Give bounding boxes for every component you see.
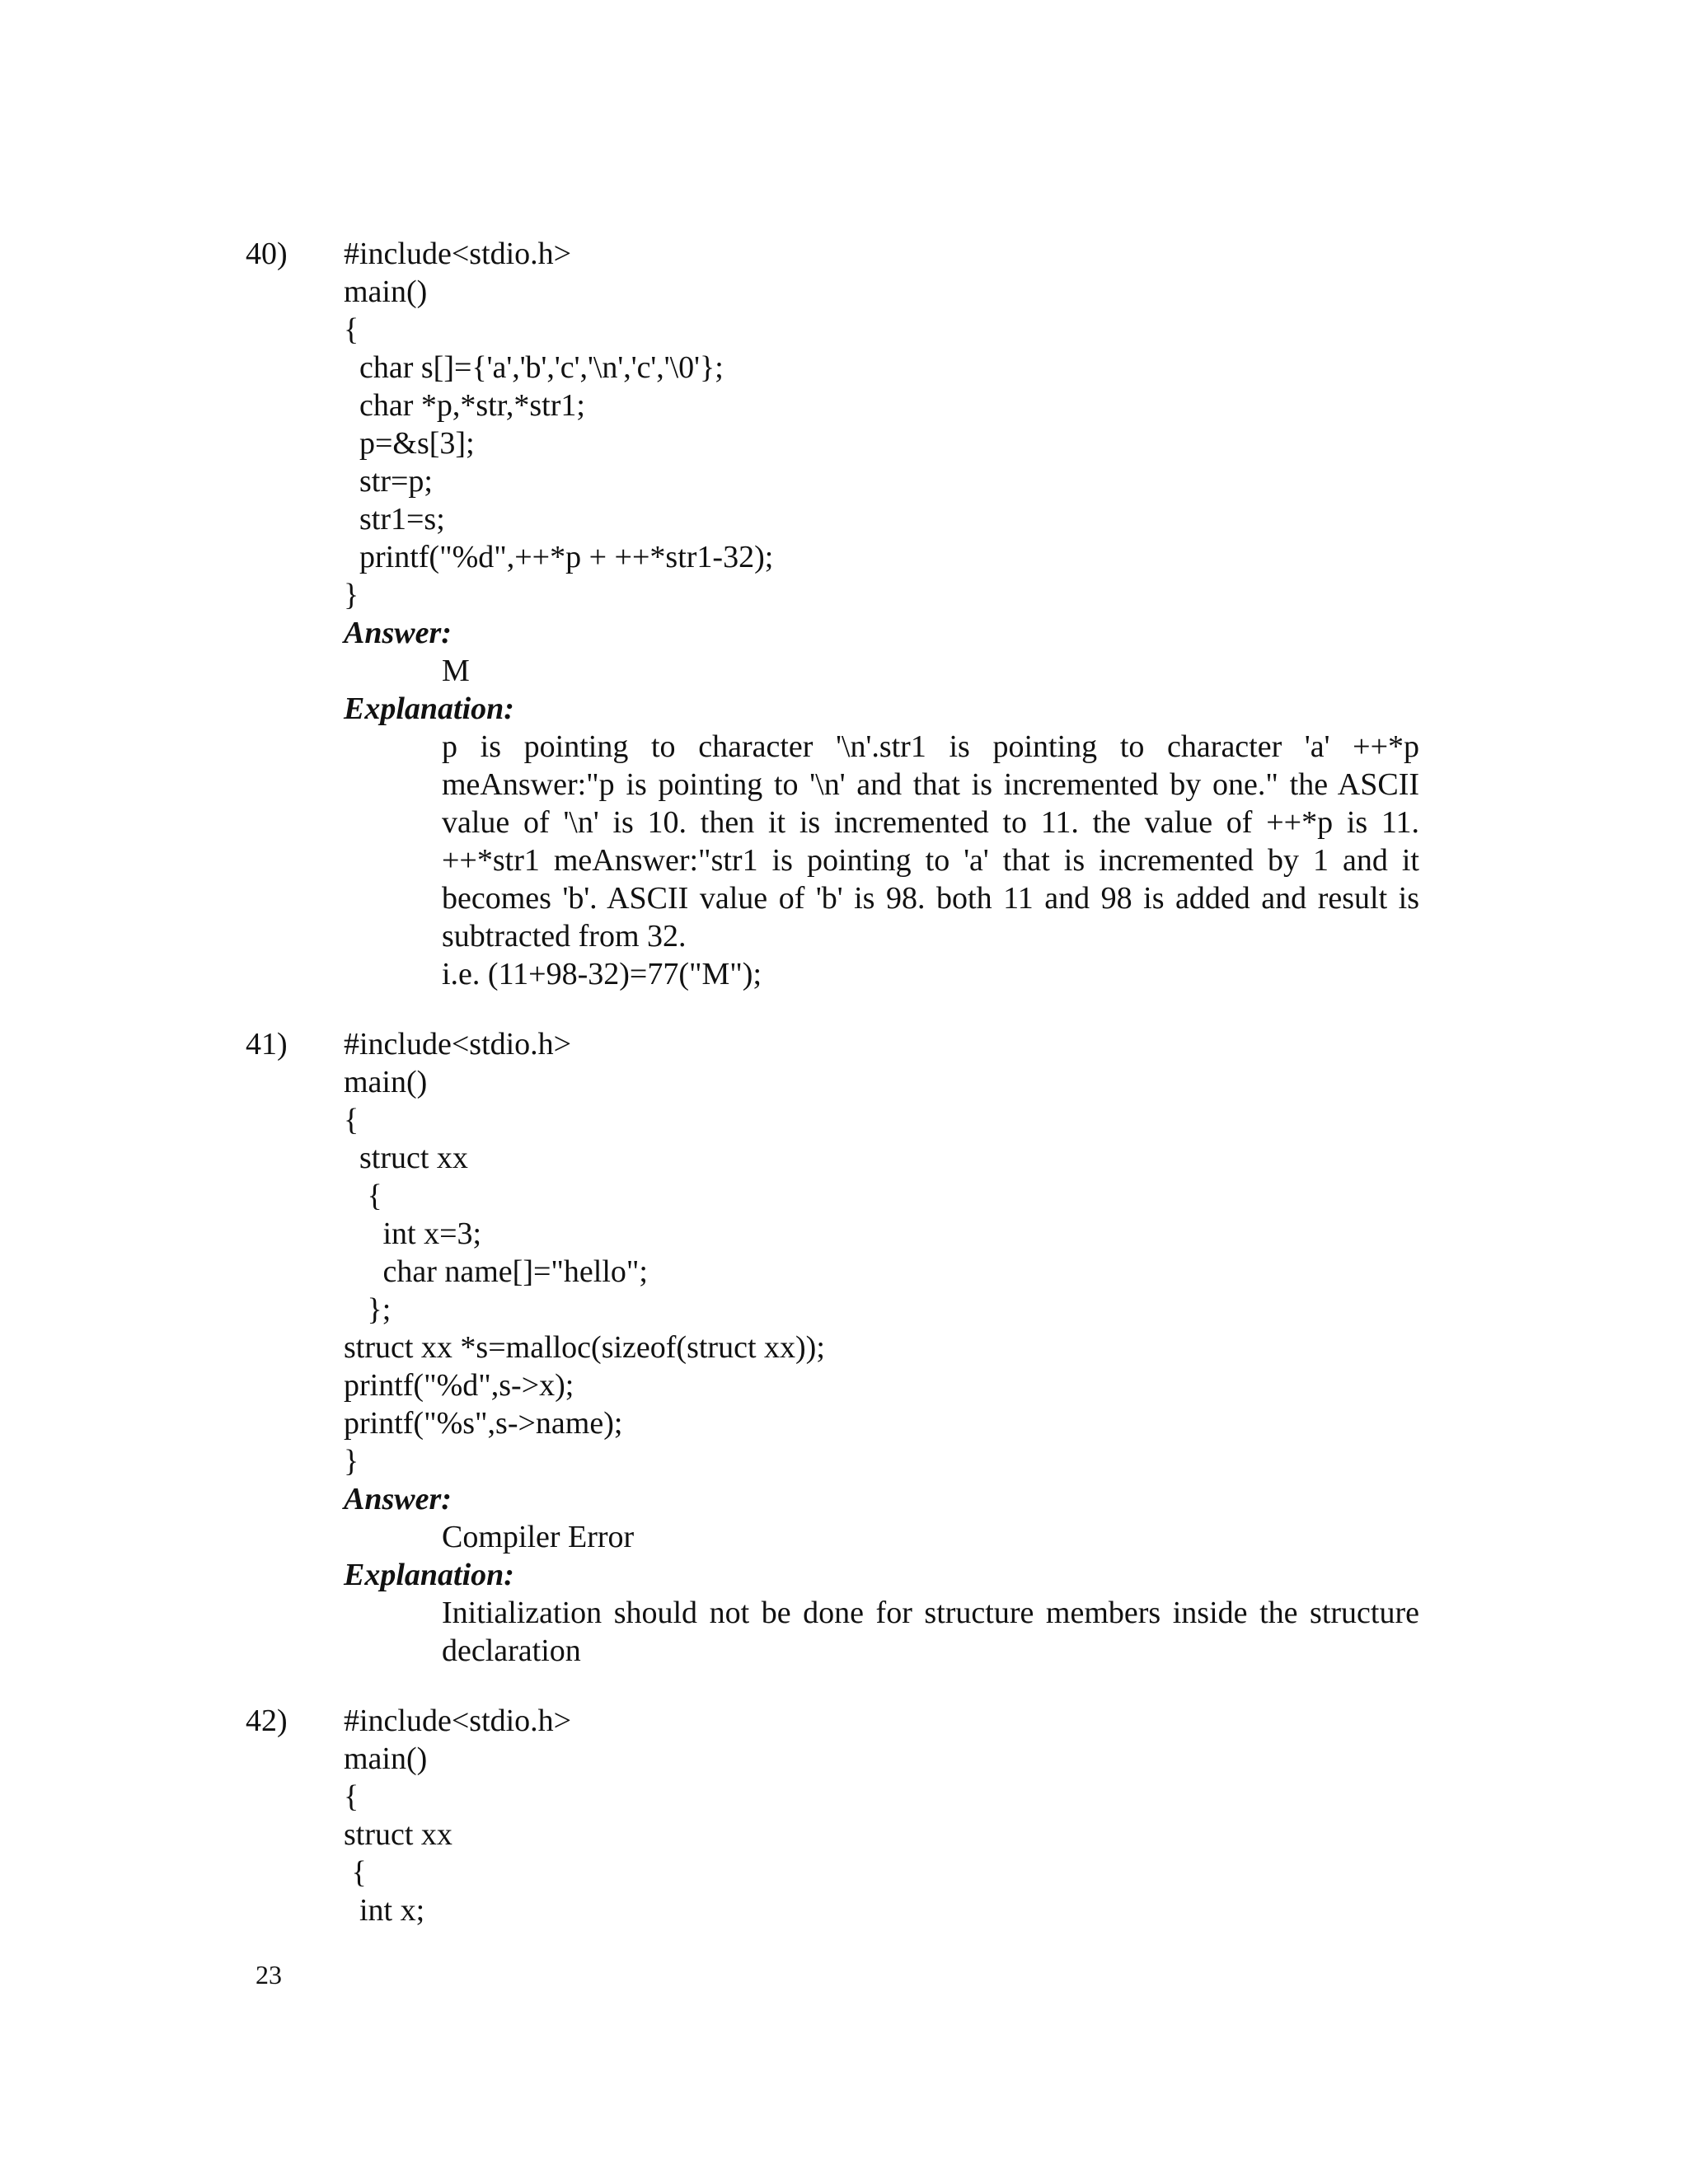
code-line: int x; <box>344 1893 425 1928</box>
code-line: main() <box>344 1065 428 1099</box>
code-line: struct xx <box>344 1141 468 1175</box>
code-line: char name[]="hello"; <box>344 1254 648 1289</box>
code-line: int x=3; <box>344 1216 482 1251</box>
explanation-label: Explanation: <box>344 691 514 726</box>
code-line: { <box>344 1855 367 1890</box>
code-line: char *p,*str,*str1; <box>344 388 585 423</box>
question-number: 41) <box>246 1027 288 1062</box>
code-line: #include<stdio.h> <box>344 1704 572 1738</box>
code-line: printf("%d",++*p + ++*str1-32); <box>344 540 774 574</box>
answer-label: Answer: <box>344 1482 452 1516</box>
explanation-label: Explanation: <box>344 1558 514 1592</box>
answer-text: Compiler Error <box>442 1520 635 1554</box>
code-line: struct xx <box>344 1817 452 1852</box>
code-line: char s[]={'a','b','c','\n','c','\0'}; <box>344 350 724 385</box>
explanation-extra-text: i.e. (11+98-32)=77("M"); <box>442 957 762 991</box>
code-line: { <box>344 1779 359 1814</box>
question-number: 40) <box>246 237 288 271</box>
code-line: }; <box>344 1292 392 1327</box>
code-line: p=&s[3]; <box>344 426 475 461</box>
code-line: struct xx *s=malloc(sizeof(struct xx)); <box>344 1330 825 1365</box>
code-line: main() <box>344 274 428 309</box>
code-line: } <box>344 578 359 612</box>
code-line: str=p; <box>344 464 433 499</box>
code-line: str1=s; <box>344 502 445 537</box>
code-line: { <box>344 312 359 347</box>
explanation-text: Initialization should not be done for structure members inside the structure declaration <box>442 1596 1419 1668</box>
answer-text: M <box>442 654 470 688</box>
code-line: } <box>344 1444 359 1479</box>
code-line: main() <box>344 1741 428 1776</box>
code-line: printf("%d",s->x); <box>344 1368 574 1403</box>
code-line: { <box>344 1103 359 1137</box>
code-line: #include<stdio.h> <box>344 1027 572 1062</box>
answer-label: Answer: <box>344 616 452 650</box>
explanation-text: p is pointing to character '\n'.str1 is pointing to character 'a' ++*p meAnswer:"p is pointing to '\n' and that is incremented by one." the ASCII value of '\n' is 10. then it is incremented to 11. the value of ++*p is 11. ++*str1 meAnswer:"str1 is pointing to 'a' that is incremented by 1 and it becomes 'b'. ASCII value of 'b' is 98. both 11 and 98 is added and result is subtracted from 32. <box>442 729 1419 954</box>
page-number: 23 <box>256 1960 282 1990</box>
code-line: { <box>344 1179 382 1213</box>
code-line: printf("%s",s->name); <box>344 1406 623 1441</box>
code-line: #include<stdio.h> <box>344 237 572 271</box>
question-number: 42) <box>246 1704 288 1738</box>
